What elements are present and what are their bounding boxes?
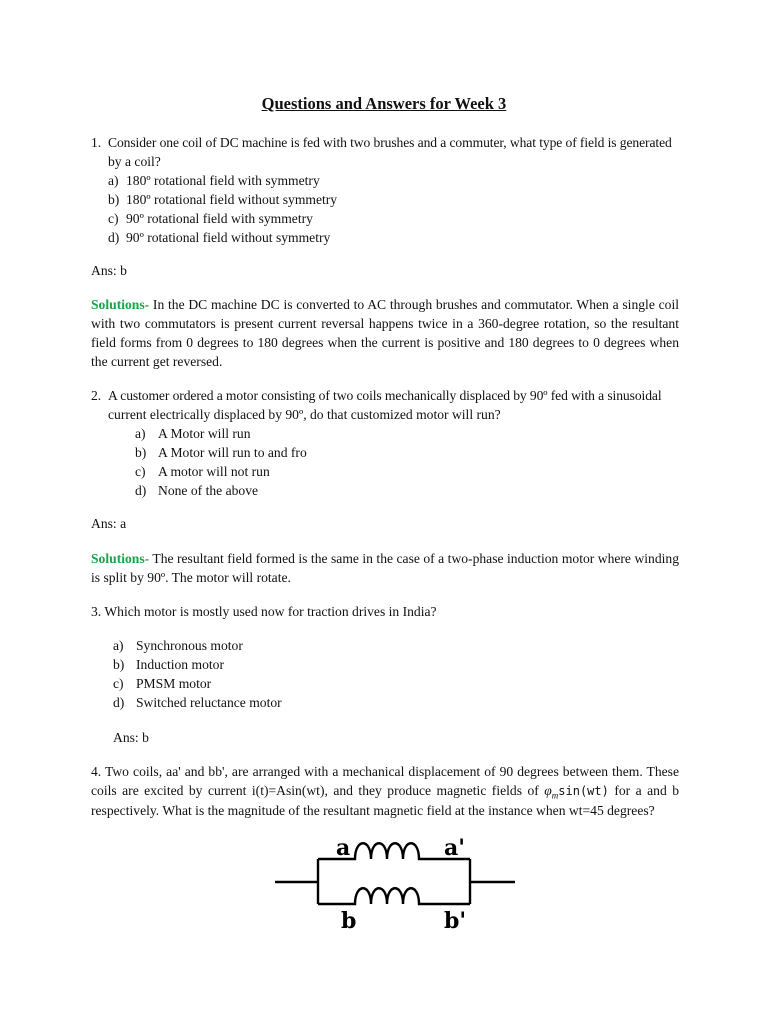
question-text: 4. Two coils, aa' and bb', are arranged with a mechanical displacement of 90 degrees between them. These coils are excited by current i(t)=Asin(wt), and they produce magnetic fields of: [91, 764, 679, 798]
option-text: A motor will not run: [158, 464, 270, 479]
question-number: 1.: [91, 135, 102, 150]
phi-expression: [544, 783, 609, 801]
option-text: Switched reluctance motor: [136, 695, 282, 710]
solution-label: Solutions-: [91, 551, 150, 566]
option-letter: d): [135, 483, 147, 498]
option-text: 180º rotational field with symmetry: [126, 173, 320, 188]
option-text: A Motor will run: [158, 426, 251, 441]
label-b: b: [341, 908, 357, 934]
option-text: PMSM motor: [136, 676, 212, 691]
coil-bb-winding: [318, 888, 470, 904]
option-text: None of the above: [158, 483, 259, 498]
option-text: 90º rotational field with symmetry: [126, 211, 313, 226]
option-letter: b): [113, 657, 125, 672]
question-text-line: by a coil?: [108, 154, 161, 169]
option-text: 90º rotational field without symmetry: [126, 230, 331, 245]
solution-1: [91, 295, 679, 371]
label-b-prime: b': [444, 908, 467, 934]
label-a-prime: a': [444, 835, 465, 861]
option-item: [135, 481, 375, 500]
option-text: 180º rotational field without symmetry: [126, 192, 338, 207]
option-item: [113, 655, 373, 674]
solution-label: Solutions-: [91, 297, 150, 312]
answer-3: Ans: b: [113, 730, 149, 745]
answer-1: Ans: b: [91, 263, 127, 278]
option-item: [135, 462, 375, 481]
option-item: [135, 424, 375, 443]
answer-2: Ans: a: [91, 516, 127, 531]
question-text-line: current electrically displaced by 90º, do that customized motor will run?: [108, 407, 501, 422]
question-text: for a and b respectively. What is the magnitude of the resultant magnetic field at the instance when wt=45 degrees?: [91, 783, 679, 818]
option-text: Induction motor: [136, 657, 224, 672]
question-text-line: Consider one coil of DC machine is fed with two brushes and a commuter, what type of field is generated: [108, 135, 672, 150]
option-letter: a): [135, 426, 146, 441]
option-letter: c): [113, 676, 124, 691]
option-text: Synchronous motor: [136, 638, 243, 653]
question-4-text: [91, 762, 679, 820]
option-letter: c): [135, 464, 146, 479]
option-letter: b): [108, 192, 120, 207]
option-item: [108, 209, 679, 228]
option-letter: a): [108, 173, 119, 188]
page-title: Questions and Answers for Week 3: [261, 94, 507, 113]
option-item: [135, 443, 375, 462]
option-item: [113, 674, 373, 693]
question-2: [91, 386, 679, 424]
solution-text: The resultant field formed is the same in the case of a two-phase induction motor where winding is split by 90º. The motor will rotate.: [91, 551, 679, 585]
option-letter: b): [135, 445, 147, 460]
question-3-text: 3. Which motor is mostly used now for traction drives in India?: [91, 604, 437, 619]
options-list-3: [113, 636, 373, 712]
phi-symbol: φ: [544, 783, 552, 798]
question-text-line: A customer ordered a motor consisting of two coils mechanically displaced by 90º fed with a sinusoidal: [108, 388, 662, 403]
solution-2: [91, 549, 679, 587]
solution-text: In the DC machine DC is converted to AC through brushes and commutator. When a single coil with two commutators is present current reversal happens twice in a 360-degree rotation, so the resultant field forms from 0 degrees to 180 degrees when the current is positive and 180 degrees to 0 degrees when the current get reversed.: [91, 297, 679, 369]
phi-function: sin(wt): [558, 784, 609, 798]
option-text: A Motor will run to and fro: [158, 445, 307, 460]
option-item: [108, 228, 679, 247]
question-1: [91, 133, 679, 247]
option-item: [113, 693, 373, 712]
option-letter: a): [113, 638, 124, 653]
option-letter: d): [108, 230, 120, 245]
option-item: [108, 171, 679, 190]
option-letter: d): [113, 695, 125, 710]
option-item: [113, 636, 373, 655]
option-item: [108, 190, 679, 209]
phi-subscript: m: [551, 790, 559, 801]
label-a: a: [336, 835, 351, 861]
coil-diagram: [270, 828, 520, 938]
option-letter: c): [108, 211, 119, 226]
options-list-2: [135, 424, 375, 500]
question-number: 2.: [91, 388, 102, 403]
